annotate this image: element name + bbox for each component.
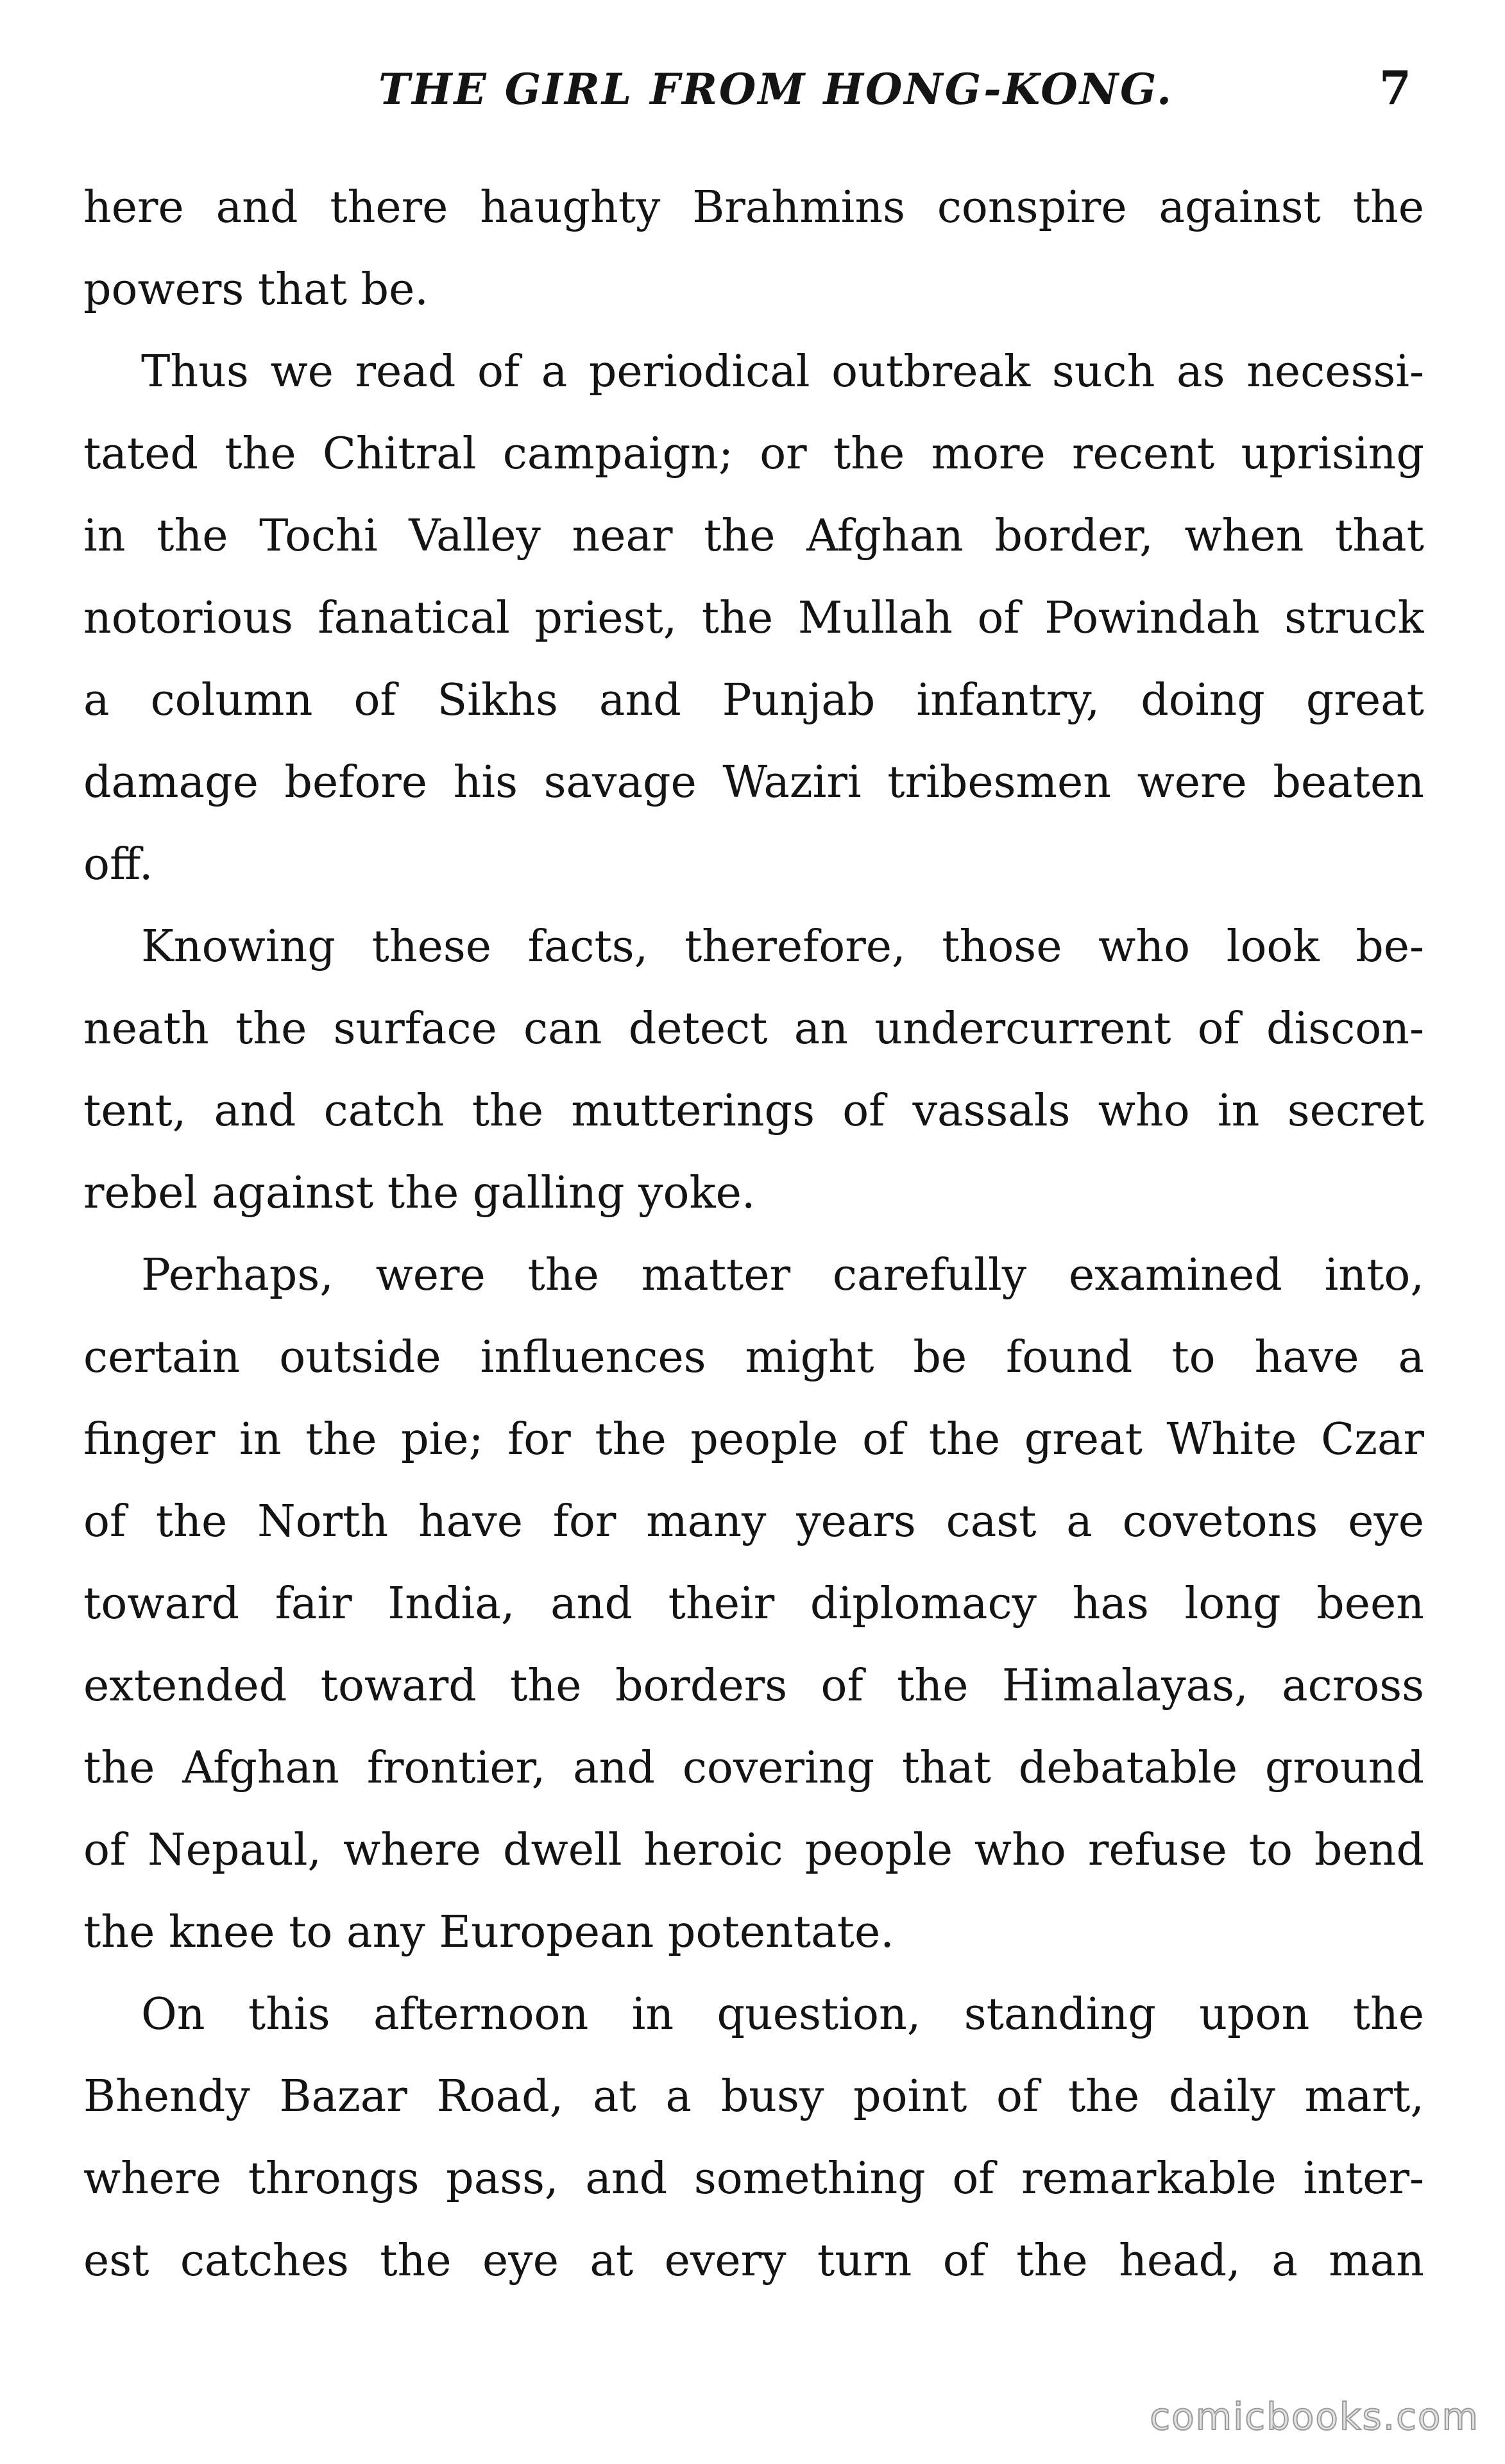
text-line: a column of Sikhs and Punjab infantry, doing great	[83, 675, 1424, 726]
text-line: of Nepaul, where dwell heroic people who refuse to bend	[83, 1825, 1424, 1876]
body-text	[83, 167, 1424, 2302]
text-line: rebel against the galling yoke.	[83, 1168, 756, 1219]
text-line: notorious fanatical priest, the Mullah of Powindah struck	[83, 593, 1424, 644]
text-line: of the North have for many years cast a covetons eye	[83, 1496, 1424, 1547]
watermark: comicbooks.com	[1150, 2395, 1479, 2438]
text-line: in the Tochi Valley near the Afghan border, when that	[83, 511, 1424, 561]
text-line: est catches the eye at every turn of the head, a man	[83, 2236, 1424, 2286]
text-line: where throngs pass, and something of remarkable inter-	[83, 2153, 1424, 2204]
text-line: powers that be.	[83, 264, 429, 315]
text-line: off.	[83, 839, 153, 890]
text-line: Bhendy Bazar Road, at a busy point of the daily mart,	[83, 2071, 1424, 2122]
text-line: toward fair India, and their diplomacy has long been	[83, 1579, 1424, 1629]
text-line: here and there haughty Brahmins conspire against the	[83, 182, 1424, 233]
text-line: certain outside influences might be found to have a	[83, 1332, 1424, 1383]
text-line: the knee to any European potentate.	[83, 1907, 894, 1958]
text-line: finger in the pie; for the people of the great White Czar	[83, 1414, 1424, 1465]
paragraph-first-line: Perhaps, were the matter carefully examined into,	[141, 1250, 1424, 1301]
running-title: THE GIRL FROM HONG-KONG.	[378, 64, 1174, 114]
text-line: the Afghan frontier, and covering that debatable ground	[83, 1743, 1424, 1793]
paragraph-first-line: Thus we read of a periodical outbreak such as necessi-	[141, 346, 1424, 397]
text-line: neath the surface can detect an undercurrent of discon-	[83, 1004, 1424, 1054]
text-line: tated the Chitral campaign; or the more recent uprising	[83, 429, 1424, 479]
page-number: 7	[1379, 60, 1411, 115]
text-line: extended toward the borders of the Himalayas, across	[83, 1661, 1424, 1711]
paragraph-first-line: Knowing these facts, therefore, those who look be-	[141, 921, 1424, 972]
running-head	[83, 51, 1424, 128]
paragraph-first-line: On this afternoon in question, standing upon the	[141, 1989, 1424, 2040]
text-line: tent, and catch the mutterings of vassals who in secret	[83, 1086, 1424, 1136]
text-line: damage before his savage Waziri tribesmen were beaten	[83, 757, 1424, 808]
